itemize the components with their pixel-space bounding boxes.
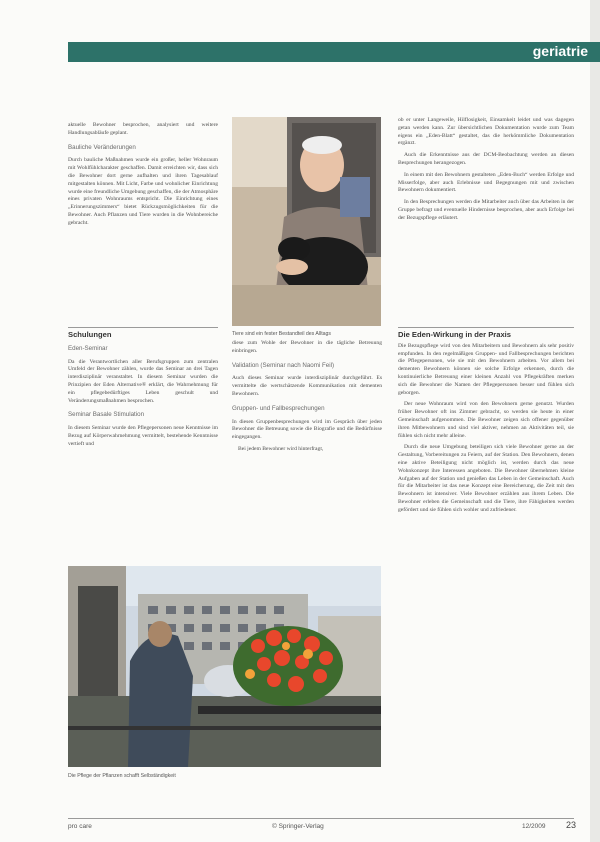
photo-balcony-flowers-image xyxy=(68,566,381,767)
subheading-bauliche: Bauliche Veränderungen xyxy=(68,143,136,151)
subheading-eden-seminar: Eden-Seminar xyxy=(68,344,108,352)
paragraph: ob er unter Langeweile, Hilflosigkeit, Einsamkeit leidet und was dagegen getan werden kann. Zur übersichtlichen Dokumentation wurde zum Team eigens ein „Eden-Blatt“ gestaltet, das die herkömmliche Dokumentation ergänzt. xyxy=(398,117,574,147)
photo-man-with-cat-image xyxy=(232,117,381,326)
photo-balcony-flowers xyxy=(68,566,381,767)
paragraph: In diesen Gruppenbesprechungen wird im Gespräch über jeden Bewohner die Betreuung sowie die Biografie und die Bedürfnisse eingegangen. xyxy=(232,418,382,441)
left-column-top xyxy=(68,122,218,232)
paragraph: diese zum Wohle der Bewohner in die tägliche Betreuung einbringen. xyxy=(232,340,382,354)
section-title: geriatrie xyxy=(532,43,588,59)
footer-journal: pro care xyxy=(68,823,92,830)
paragraph: In einem mit den Bewohnern gestalteten „Eden-Buch“ werden Erfolge und Misserfolge, aber auch Erlebnisse und Begegnungen mit und zwischen Bewohnern dokumentiert. xyxy=(398,171,574,194)
section-rule xyxy=(68,327,218,328)
heading-eden-wirkung: Die Eden-Wirkung in der Praxis xyxy=(398,330,512,339)
middle-column xyxy=(232,340,382,458)
paragraph: Auch die Erkenntnisse aus der DCM-Beobachtung werden an diesen Besprechungen herangezogen. xyxy=(398,152,574,166)
paragraph: Da die Verantwortlichen aller Berufsgruppen zum zentralen Umfeld der Bewohner zählen, wurde das Seminar an drei Tagen interdisziplinär veranstaltet. In diesem Seminar wurden die Prinzipien der Eden Alternative® erklärt, die Wahrnehmung für ein pflegebedürftiges Leben geschult und Veränderungsmaßnahmen besprochen. xyxy=(68,358,218,404)
paragraph: Bei jedem Bewohner wird hinterfragt, xyxy=(238,445,324,452)
paragraph: Durch die neue Umgebung beteiligen sich viele Bewohner gerne an der Gestaltung, Vorbereitungen zu Feiern, auf der Station. Den Bewohnern, denen eine aktive Beteiligung nicht möglich ist, werden durch das neue Wohnkonzept ihre Interessen angeboten. Die Bewohner übernehmen kleine Aufgaben auf der Station und genießen das Leben in der Gemeinschaft. Auch für die Mitarbeiter ist das neue Konzept eine Bereicherung, die Zeit mit den Bewohnern ist intensiver. Viele Bewohner erzählen aus ihrem Leben. Die Bewohner erleben die Gemeinschaft und die Tiere, ihre Fähigkeiten werden gefördert und sie fühlen sich wohler und zufriedener. xyxy=(398,444,574,513)
header-bar xyxy=(68,42,600,62)
subheading-basale: Seminar Basale Stimulation xyxy=(68,411,145,419)
footer-rule xyxy=(68,818,574,819)
subheading-validation: Validation (Seminar nach Naomi Feil) xyxy=(232,361,335,369)
right-column-top xyxy=(398,117,574,227)
page-number: 23 xyxy=(565,820,576,830)
paragraph: Der neue Wohnraum wird von den Bewohnern gerne genutzt. Wurden früher Bewohner oft ins Zimmer gebracht, so werden sie heute in einer Gemeinschaft aufgenommen. Die Bewohner zeigen sich offener gegenüber ihren Mitbewohnern und sind viel aktiver, nehmen an Aktivitäten teil, sie fühlen sich nicht mehr alleine. xyxy=(398,401,574,439)
footer-issue: 12/2009 xyxy=(522,823,546,830)
subheading-gruppen: Gruppen- und Fallbesprechungen xyxy=(232,404,325,412)
eden-wirkung-section xyxy=(398,331,574,519)
section-rule xyxy=(398,327,574,328)
paragraph: In diesem Seminar wurde den Pflegepersonen neue Kenntnisse im Bezug auf Körperwahrnehmung vermittelt, bestehende Kenntnisse vertieft und xyxy=(68,425,218,447)
paragraph: Auch dieses Seminar wurde interdisziplinär durchgeführt. Es vermittelte die wertschätzende Kommunikation mit dementen Bewohnern. xyxy=(232,375,382,397)
page-edge-strip xyxy=(590,0,600,842)
paragraph: Die Bezugspflege wird von den Mitarbeitern und Bewohnern als sehr positiv empfunden. In den regelmäßigen Gruppen- und Fallbesprechungen berichten die Pflegepersonen, wie sie mit den Bewohnern arbeiten. Vor allem bei dementen Bewohnern können sie solche Erfolge erkennen, durch die kontinuierliche Betreuung einer kleinen Anzahl von Pflegekräften merken sich die Bewohner die Namen der Pflegepersonen besser und fühlen sich geborgen. xyxy=(398,342,574,396)
paragraph: aktuelle Bewohner besprochen, analysiert und weitere Handlungsabläufe geplant. xyxy=(68,122,218,136)
footer-publisher: © Springer-Verlag xyxy=(272,823,324,830)
schulungen-section xyxy=(68,331,218,453)
paragraph: In den Besprechungen werden die Mitarbeiter auch über das Arbeiten in der Gruppe befragt und eventuelle Hindernisse besprochen, aber auch Erfolge bei der Bezugspflege erläutert. xyxy=(398,199,574,221)
photo1-caption: Tiere sind ein fester Bestandteil des Alltags xyxy=(232,331,331,337)
heading-schulungen: Schulungen xyxy=(68,330,112,339)
paragraph: Durch bauliche Maßnahmen wurde ein großer, heller Wohnraum mit Wohlfühlcharakter geschaffen. Damit erreichten wir, dass sich die Bewohner dort gerne aufhalten und ihren Tagesablauf mitgestalten können. Mit Licht, Farbe und wohnlicher Einrichtung wurde eine freundliche Umgebung geschaffen, die der Atmosphäre eines privaten Wohnraums entspricht. Die Einrichtung eines „Erinnerungszimmers“ bietet Rückzugsmöglichkeiten für die Bewohner. Auch Pflanzen und Tiere wurden in die Wohnbereiche gebracht. xyxy=(68,157,218,226)
photo2-caption: Die Pflege der Pflanzen schafft Selbständigkeit xyxy=(68,773,176,779)
photo-man-with-cat xyxy=(232,117,381,326)
